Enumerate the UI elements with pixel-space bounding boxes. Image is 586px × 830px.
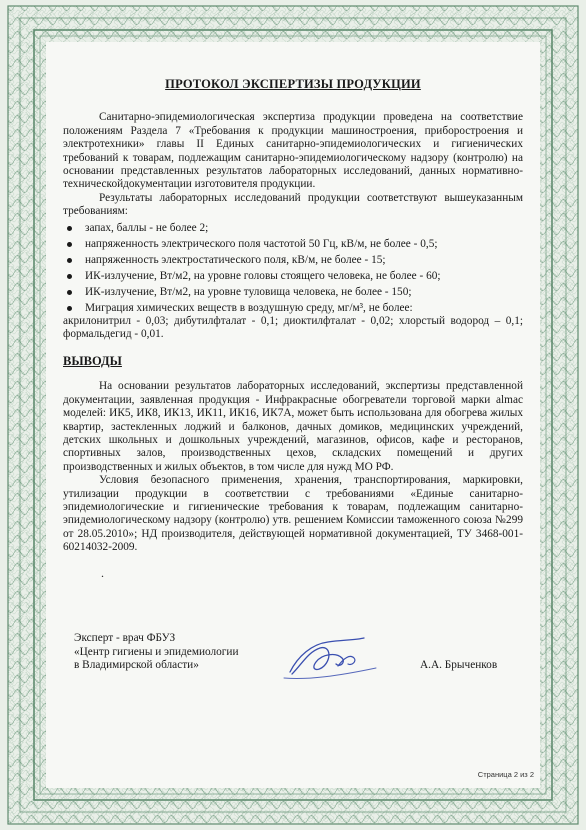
conclusion-paragraph-1: На основании результатов лабораторных исследований, экспертизы представленной документации, заявленная продукция - Инфракрасные обогреватели торговой марки almac моделей: ИК5, ИК8, ИК13, ИК11, ИК16, ИК7А, может быть использована для обогрева жилых квартир, застекленных лоджий и балконов, дачных домиков, медицинских учреждений, детских школьных и дошкольных учреждений, магазинов, офисов, кафе и ресторанов, спортивных залов, производственных цехов, складских помещений и других производственных и жилых объектов, в том числе для нужд МО РФ. bbox=[63, 380, 523, 473]
list-item: напряженность электростатического поля, кВ/м, не более - 15; bbox=[63, 254, 523, 267]
signature-image bbox=[278, 628, 388, 688]
intro-paragraph: Санитарно-эпидемиологическая экспертиза продукции проведена на соответствие положениям Раздела 7 «Требования к продукции машиностроения, приборостроения и электротехники» главы II Единых санитарно-эпидемиологических и гигиенических требований к товарам, подлежащим санитарно-эпидемиологическому надзору (контролю) на основании представленных результатов лабораторных исследований, данных нормативно-техническойдокументации изготовителя продукции. bbox=[63, 111, 523, 191]
page-number: Страница 2 из 2 bbox=[477, 770, 534, 779]
expert-position: Эксперт - врач ФБУЗ bbox=[74, 632, 176, 644]
conclusion-paragraph-2: Условия безопасного применения, хранения, транспортирования, маркировки, утилизации продукции в соответствии с требованиями «Единые санитарно-эпидемиологические и гигиенические требования к товарам, подлежащим санитарно-эпидемиологическому надзору (контролю) утв. решением Комиссии таможенного союза №299 от 28.05.2010»; НД производителя, действующей нормативной документацией, ТУ 3468-001-60214032-2009. bbox=[63, 474, 523, 554]
document-body bbox=[63, 78, 523, 579]
list-item: ИК-излучение, Вт/м2, на уровне головы стоящего человека, не более - 60; bbox=[63, 270, 523, 283]
expert-name: А.А. Брыченков bbox=[420, 659, 498, 671]
results-intro: Результаты лабораторных исследований продукции соответствуют вышеуказанным требованиям: bbox=[63, 191, 523, 218]
stray-mark: . bbox=[101, 565, 104, 580]
migration-detail: акрилонитрил - 0,03; дибутилфталат - 0,1; диоктилфталат - 0,02; хлорстый водород – 0,1; формальдегид - 0,01. bbox=[63, 315, 523, 341]
list-item-migration bbox=[63, 302, 523, 342]
migration-label: Миграция химических веществ в воздушную среду, мг/м³, не более: bbox=[85, 301, 413, 314]
conclusions-heading: ВЫВОДЫ bbox=[63, 353, 122, 368]
list-item: ИК-излучение, Вт/м2, на уровне туловища человека, не более - 150; bbox=[63, 286, 523, 299]
list-item: напряженность электрического поля частотой 50 Гц, кВ/м, не более - 0,5; bbox=[63, 238, 523, 251]
requirements-list bbox=[63, 222, 523, 342]
expert-region: в Владимирской области» bbox=[74, 659, 199, 672]
document-title: ПРОТОКОЛ ЭКСПЕРТИЗЫ ПРОДУКЦИИ bbox=[165, 77, 421, 91]
expert-organization: «Центр гигиены и эпидемиологии bbox=[74, 645, 239, 658]
list-item: запах, баллы - не более 2; bbox=[63, 222, 523, 235]
